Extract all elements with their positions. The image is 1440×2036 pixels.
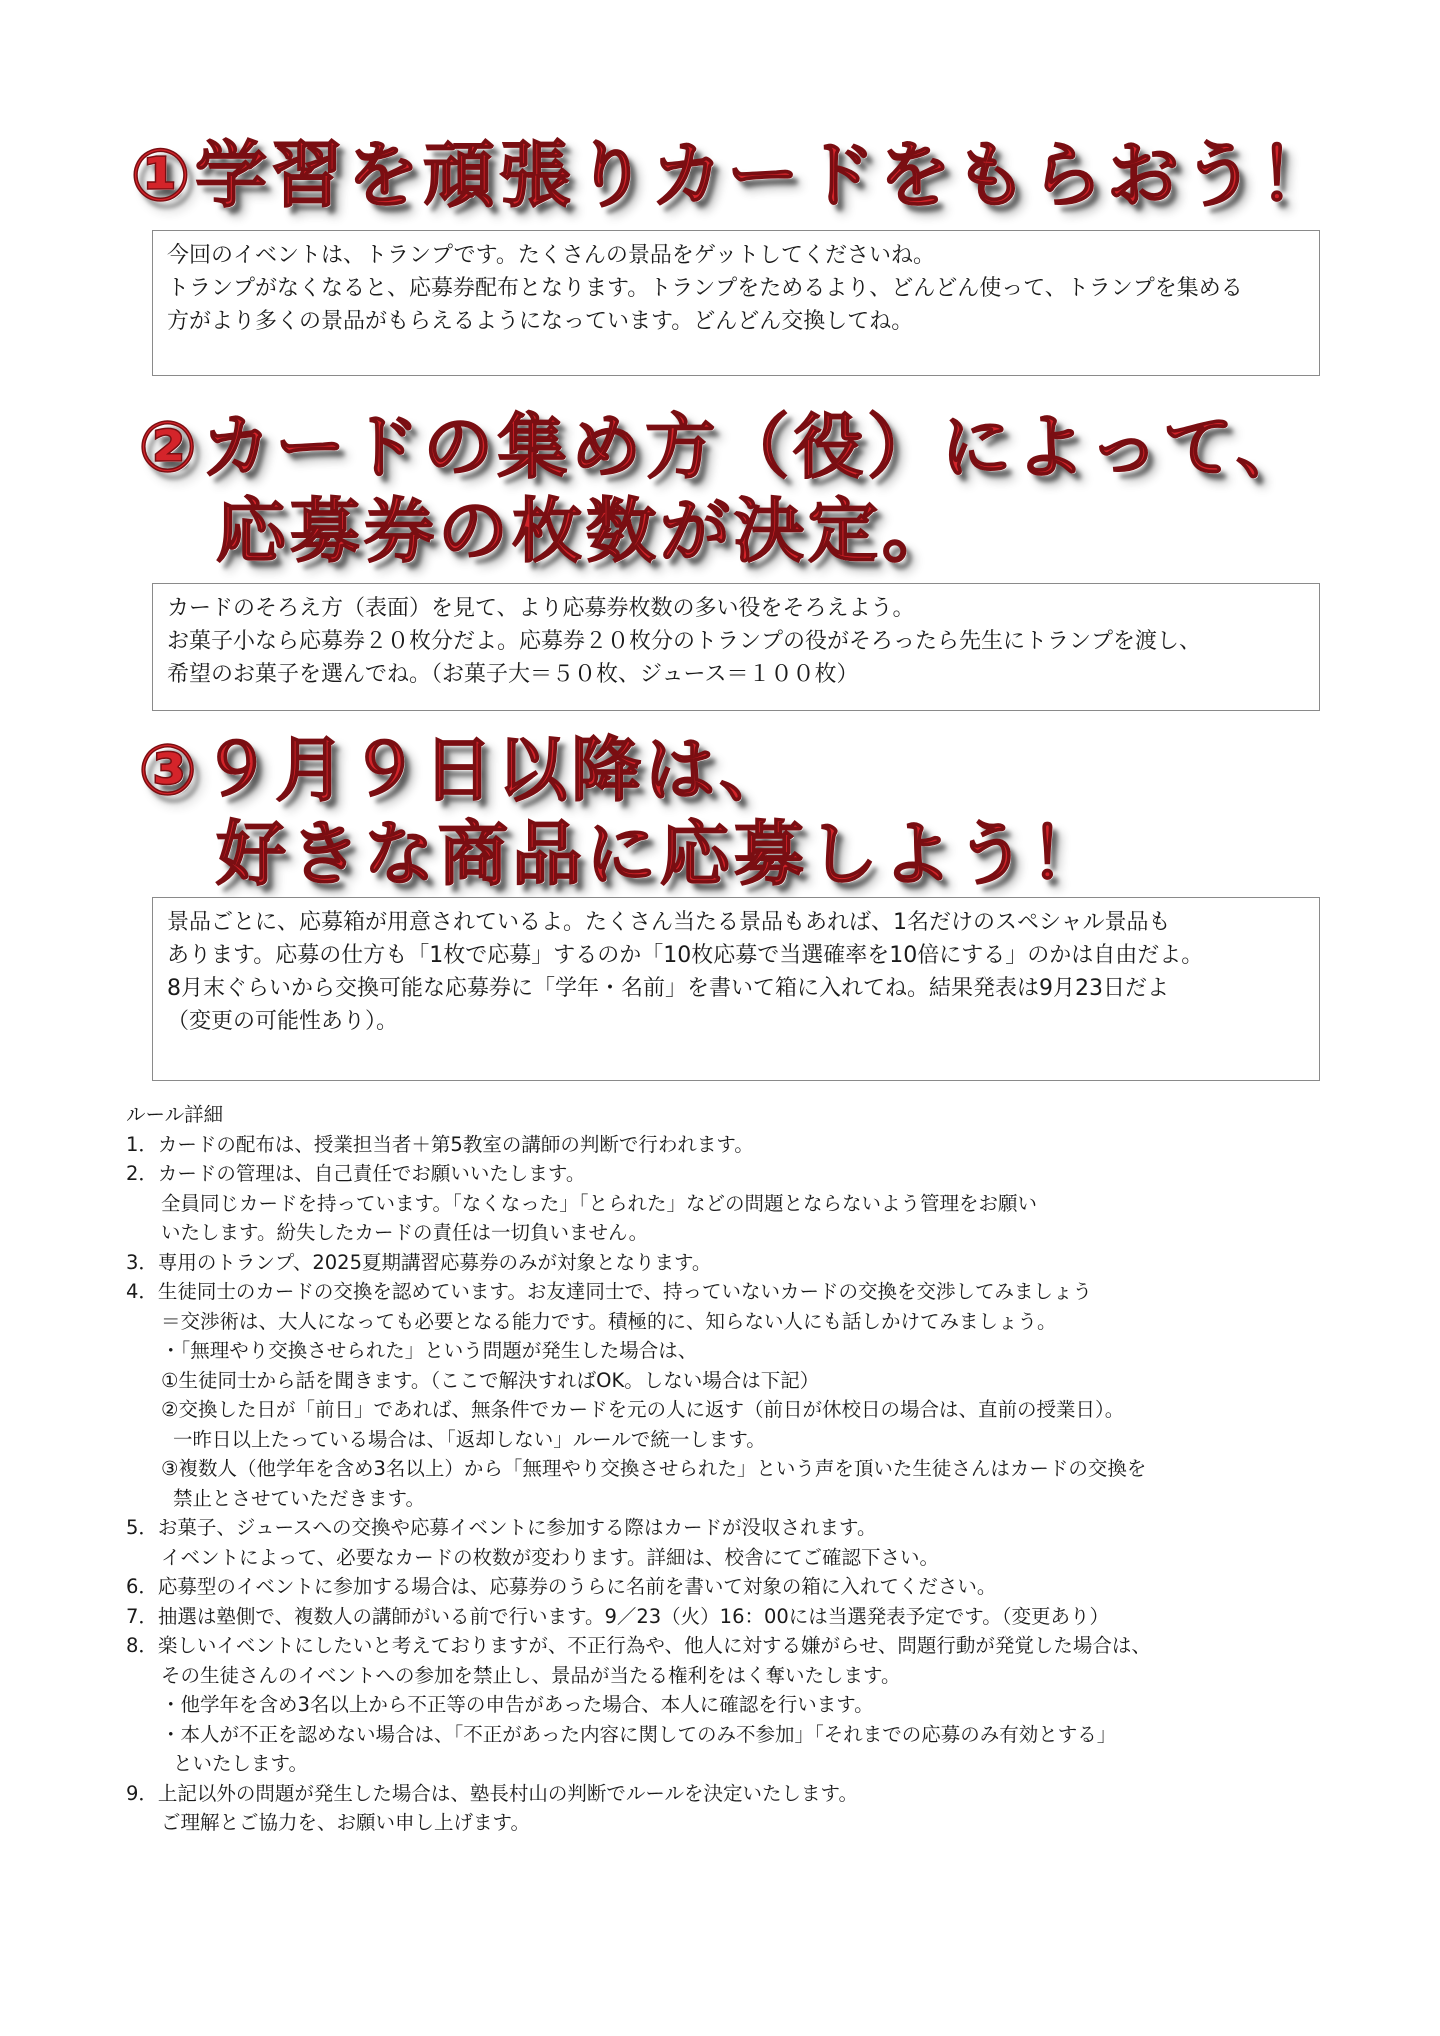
section-3-heading (138, 728, 1104, 896)
rule-line: ③複数人（他学年を含め3名以上）から「無理やり交換させられた」という声を頂いた生徒さんはカードの交換を (161, 1457, 1147, 1480)
section-1-textbox (152, 230, 1320, 376)
section-3-heading-line-1: ③９月９日以降は、 (138, 729, 794, 811)
rule-line: ご理解とご協力を、お願い申し上げます。 (161, 1811, 530, 1834)
section-1-line-1: 今回のイベントは、トランプです。たくさんの景品をゲットしてくださいね。 (167, 243, 936, 268)
rule-line: ②交換した日が「前日」であれば、無条件でカードを元の人に返す（前日が休校日の場合は、直前の授業日）。 (161, 1398, 1125, 1421)
section-2-heading-line-2: 応募券の枚数が決定。 (216, 490, 956, 572)
rule-line: イベントによって、必要なカードの枚数が変わります。詳細は、校舎にてご確認下さい。 (161, 1545, 940, 1569)
section-2-textbox (152, 583, 1320, 711)
section-2-line-2: お菓子小なら応募券２０枚分だよ。応募券２０枚分のトランプの役がそろったら先生にトランプを渡し、 (167, 629, 1202, 654)
rule-line: 9．上記以外の問題が発生した場合は、塾長村山の判断でルールを決定いたします。 (126, 1781, 858, 1805)
section-2-heading-line-1: ②カードの集め方（役）によって、 (138, 406, 1310, 488)
rule-line: ・他学年を含め3名以上から不正等の申告があった場合、本人に確認を行います。 (161, 1693, 874, 1716)
section-3-line-3: 8月末ぐらいから交換可能な応募券に「学年・名前」を書いて箱に入れてね。結果発表は9月23日だよ (167, 976, 1169, 1001)
section-2-line-3: 希望のお菓子を選んでね。（お菓子大＝５０枚、ジュース＝１００枚） (167, 662, 859, 687)
rule-line: 全員同じカードを持っています。「なくなった」「とられた」などの問題とならないよう管理をお願い (161, 1191, 1037, 1215)
section-3-textbox (152, 897, 1320, 1081)
rule-line: いたします。紛失したカードの責任は一切負いません。 (161, 1221, 649, 1244)
section-2-line-1: カードのそろえ方（表面）を見て、より応募券枚数の多い役をそろえよう。 (167, 596, 915, 621)
rules-title: ルール詳細 (126, 1103, 224, 1126)
rule-line: 5．お菓子、ジュースへの交換や応募イベントに参加する際はカードが没収されます。 (126, 1516, 877, 1539)
section-3-heading-line-2: 好きな商品に応募しよう！ (216, 813, 1104, 895)
rule-line: ・「無理やり交換させられた」という問題が発生した場合は、 (161, 1339, 698, 1362)
section-2-heading (138, 405, 1310, 573)
rule-line: 2．カードの管理は、自己責任でお願いいたします。 (126, 1162, 586, 1185)
section-3-line-4: （変更の可能性あり）。 (167, 1009, 399, 1034)
rule-line: ＝交渉術は、大人になっても必要となる能力です。積極的に、知らない人にも話しかけてみましょう。 (161, 1309, 1057, 1333)
rule-line: ・本人が不正を認めない場合は、「不正があった内容に関してのみ不参加」「それまでの応募のみ有効とする」 (161, 1722, 1117, 1746)
rule-line: といたします。 (173, 1752, 308, 1775)
rule-line: その生徒さんのイベントへの参加を禁止し、景品が当たる権利をはく奪いたします。 (161, 1663, 901, 1687)
rule-line: ①生徒同士から話を聞きます。（ここで解決すればOK。しない場合は下記） (161, 1368, 820, 1392)
section-3-line-2: あります。応募の仕方も「1枚で応募」するのか「10枚応募で当選確率を10倍にする」のかは自由だよ。 (167, 943, 1204, 968)
section-1-line-2: トランプがなくなると、応募券配布となります。トランプをためるより、どんどん使って、トランプを集める (167, 276, 1243, 301)
section-1-heading (130, 132, 1335, 218)
rule-line: 1．カードの配布は、授業担当者＋第5教室の講師の判断で行われます。 (126, 1132, 754, 1156)
rules-section (126, 1100, 1366, 1838)
rule-line: 6．応募型のイベントに参加する場合は、応募券のうらに名前を書いて対象の箱に入れてください。 (126, 1575, 997, 1598)
rule-line: 7．抽選は塾側で、複数人の講師がいる前で行います。9／23（火）16：00には当選発表予定です。（変更あり） (126, 1604, 1109, 1628)
rule-line: 禁止とさせていただきます。 (173, 1486, 425, 1510)
rule-line: 8．楽しいイベントにしたいと考えておりますが、不正行為や、他人に対する嫌がらせ、問題行動が発覚した場合は、 (126, 1634, 1151, 1657)
rule-line: 4．生徒同士のカードの交換を認めています。お友達同士で、持っていないカードの交換を交渉してみましょう (126, 1280, 1092, 1303)
section-3-line-1: 景品ごとに、応募箱が用意されているよ。たくさん当たる景品もあれば、1名だけのスペシャル景品も (167, 910, 1171, 935)
section-1-heading-line-1: ①学習を頑張りカードをもらおう！ (130, 133, 1335, 217)
section-1-line-3: 方がより多くの景品がもらえるようになっています。どんどん交換してね。 (167, 309, 914, 334)
rule-line: 一昨日以上たっている場合は、「返却しない」ルールで統一します。 (173, 1427, 766, 1451)
rule-line: 3．専用のトランプ、2025夏期講習応募券のみが対象となります。 (126, 1250, 712, 1274)
